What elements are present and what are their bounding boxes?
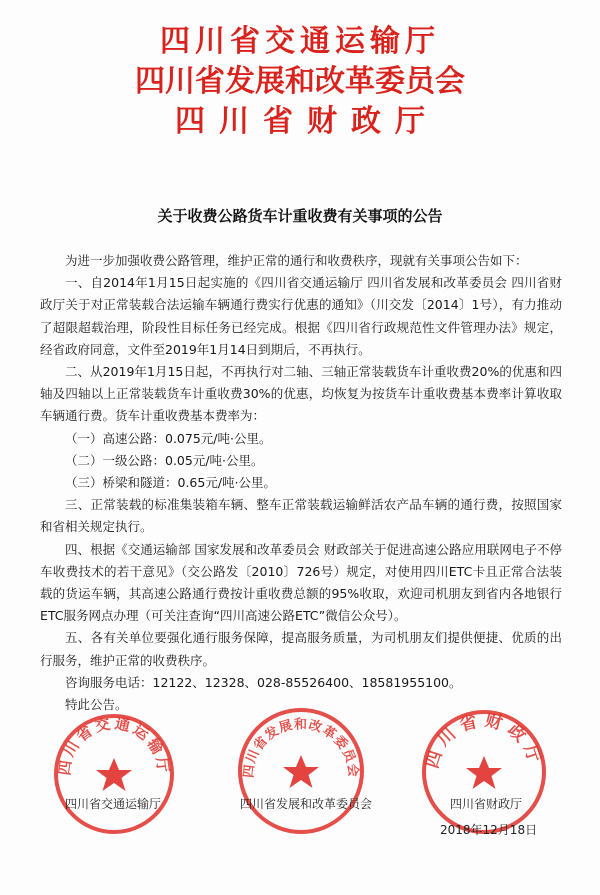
seal-transport-icon [50,710,178,838]
signature-finance: 四川省财政厅 [450,797,523,811]
item-five-paragraph: 五、各有关单位要强化通行服务保障，提高服务质量，为司机朋友们提供便捷、优质的出行服务，维护正常的收费秩序。 [40,630,562,668]
document-body [40,250,562,716]
item-two-paragraph: 二、从2019年1月15日起，不再执行对二轴、三轴正常装载货车计重收费20%的优惠和四轴及四轴以上正常装载货车计重收费30%的优惠，均恢复为按货车计重收费基本费率计算收取车辆通行费。货车计重收费基本费率为： [40,364,562,424]
seal-development-reform-icon [234,704,368,838]
intro-paragraph: 为进一步加强收费公路管理，维护正常的通行和收费秩序，现就有关事项公告如下： [65,253,528,268]
seal-transport-lettering: 四川省交通运输厅 [55,714,173,777]
document-title: 关于收费公路货车计重收费有关事项的公告 [157,207,443,225]
issue-date: 2018年12月18日 [440,823,538,837]
hotline-paragraph: 咨询服务电话：12122、12328、028-85526400、18581955100。 [65,674,462,690]
signature-block [0,710,600,895]
seal-development-reform-lettering: 四川省发展和改革委员会 [241,717,361,779]
rate-bridge-tunnel: （三）桥梁和隧道：0.65元/吨·公里。 [65,475,277,491]
signature-development-reform: 四川省发展和改革委员会 [240,797,373,811]
closing-paragraph: 特此公告。 [65,697,128,713]
seal-finance-lettering: 四川省财政厅 [422,710,546,771]
header-authority-development-reform: 四川省发展和改革委员会 [135,64,465,99]
signature-transport: 四川省交通运输厅 [65,797,162,811]
item-four-paragraph: 四、根据《交通运输部 国家发展和改革委员会 财政部关于促进高速公路应用联网电子不停车收费技术的若干意见》（交公路发〔2010〕726号）规定，对使用四川ETC卡且正常合法装载的货运车辆，其高速公路通行费按计重收费总额的95%收取，欢迎司机朋友到省内各地银行ETC服务网点办理（可关注查询“四川高速公路ETC”微信公众号）。 [40,541,562,624]
header-authority-finance: 四川省财政厅 [175,104,439,139]
issuing-authorities-header [0,22,600,142]
item-one-paragraph: 一、自2014年1月15日起实施的《四川省交通运输厅 四川省发展和改革委员会 四川省财政厅关于对正常装载合法运输车辆通行费实行优惠的通知》（川交发〔2014〕1号），有力推动了超限超载治理，阶段性目标任务已经完成。根据《四川省行政规范性文件管理办法》规定，经省政府同意，文件至2019年1月14日到期后，不再执行。 [40,275,562,357]
header-authority-transport: 四川省交通运输厅 [160,24,440,59]
seal-finance-icon [418,706,550,838]
rate-highway: （一）高速公路：0.075元/吨·公里。 [65,430,272,446]
rate-class-one-road: （二）一级公路：0.05元/吨·公里。 [65,452,264,468]
item-three-paragraph: 三、正常装载的标准集装箱车辆、整车正常装载运输鲜活农产品车辆的通行费，按照国家和省相关规定执行。 [40,497,562,535]
